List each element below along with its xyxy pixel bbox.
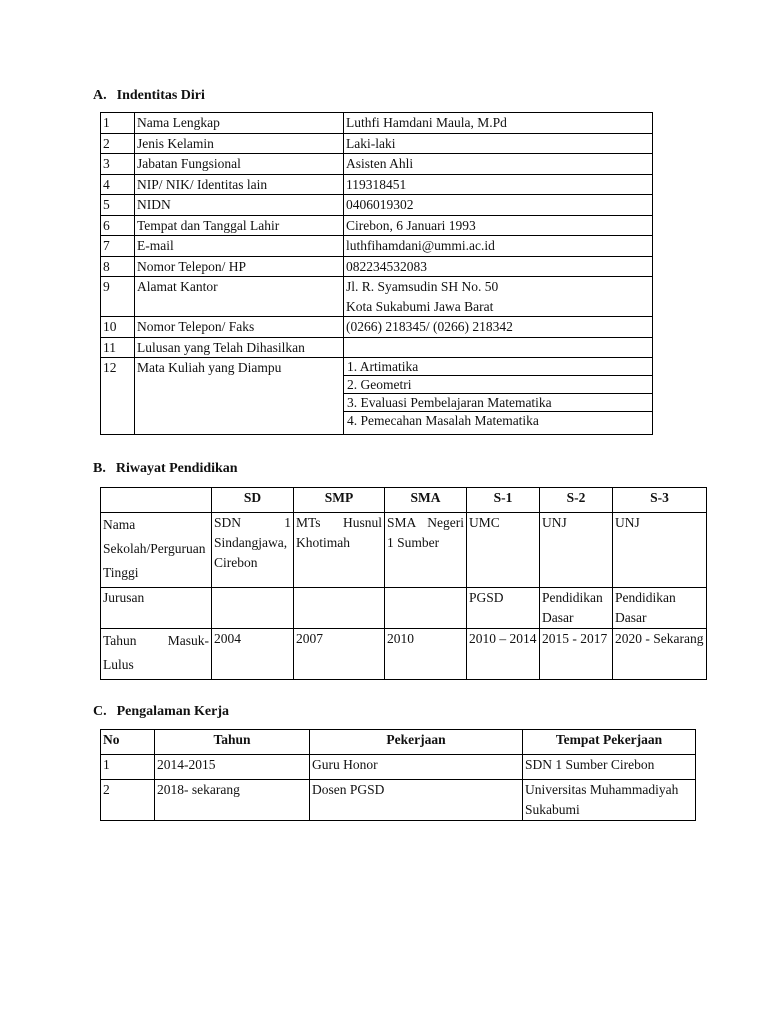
row-number: 1 xyxy=(101,755,155,780)
table-row xyxy=(101,629,707,680)
row-value: 119318451 xyxy=(344,174,653,195)
address-line-1: Jl. R. Syamsudin SH No. 50 xyxy=(346,279,499,294)
table-row xyxy=(101,317,653,338)
table-row xyxy=(101,154,653,175)
row-number: 9 xyxy=(101,277,135,317)
row-number: 11 xyxy=(101,337,135,358)
row-number: 8 xyxy=(101,256,135,277)
row-label: E-mail xyxy=(135,236,344,257)
list-item: 3. Evaluasi Pembelajaran Matematika xyxy=(344,394,652,412)
list-item: 1. Artimatika xyxy=(344,358,652,376)
row-label: NIP/ NIK/ Identitas lain xyxy=(135,174,344,195)
row-label: Alamat Kantor xyxy=(135,277,344,317)
table-cell: SMA Negeri 1 Sumber xyxy=(385,513,467,588)
table-row xyxy=(101,337,653,358)
row-value: Asisten Ahli xyxy=(344,154,653,175)
row-number: 6 xyxy=(101,215,135,236)
section-c-title: Pengalaman Kerja xyxy=(116,704,229,719)
row-value: Cirebon, 6 Januari 1993 xyxy=(344,215,653,236)
row-label: Jenis Kelamin xyxy=(135,133,344,154)
column-header: Tempat Pekerjaan xyxy=(523,730,696,755)
education-table xyxy=(100,487,707,680)
row-number: 1 xyxy=(101,113,135,134)
table-cell: Pendidikan Dasar xyxy=(613,588,707,629)
row-value: 082234532083 xyxy=(344,256,653,277)
table-row xyxy=(101,780,696,821)
row-value: Laki-laki xyxy=(344,133,653,154)
section-c-heading xyxy=(93,704,229,720)
table-row xyxy=(101,113,653,134)
table-row xyxy=(101,174,653,195)
identity-table xyxy=(100,112,653,435)
table-cell: 2010 xyxy=(385,629,467,680)
table-cell: Universitas Muhammadiyah Sukabumi xyxy=(523,780,696,821)
table-row xyxy=(101,513,707,588)
column-header: Pekerjaan xyxy=(310,730,523,755)
row-label: Nama Lengkap xyxy=(135,113,344,134)
table-cell: Dosen PGSD xyxy=(310,780,523,821)
section-b-title: Riwayat Pendidikan xyxy=(115,461,238,476)
column-header xyxy=(101,488,212,513)
table-header-row xyxy=(101,730,696,755)
column-header: No xyxy=(101,730,155,755)
section-c-letter: C. xyxy=(93,704,107,719)
row-value: luthfihamdani@ummi.ac.id xyxy=(344,236,653,257)
row-label: Nomor Telepon/ HP xyxy=(135,256,344,277)
table-cell: 2007 xyxy=(294,629,385,680)
section-b-heading xyxy=(93,461,238,477)
table-row xyxy=(101,755,696,780)
column-header: Tahun xyxy=(155,730,310,755)
section-b-letter: B. xyxy=(93,461,106,476)
table-row xyxy=(101,277,653,317)
work-experience-table xyxy=(100,729,696,821)
row-label: Jurusan xyxy=(101,588,212,629)
column-header: SD xyxy=(212,488,294,513)
section-a-letter: A. xyxy=(93,88,107,103)
row-value: 0406019302 xyxy=(344,195,653,216)
table-cell: UNJ xyxy=(540,513,613,588)
table-cell: 2018- sekarang xyxy=(155,780,310,821)
table-cell: Guru Honor xyxy=(310,755,523,780)
column-header: SMA xyxy=(385,488,467,513)
table-cell: 2004 xyxy=(212,629,294,680)
row-label: Nomor Telepon/ Faks xyxy=(135,317,344,338)
table-cell: Pendidikan Dasar xyxy=(540,588,613,629)
table-cell: 2020 - Sekarang xyxy=(613,629,707,680)
row-number: 2 xyxy=(101,133,135,154)
row-label: Mata Kuliah yang Diampu xyxy=(135,358,344,435)
row-label: Lulusan yang Telah Dihasilkan xyxy=(135,337,344,358)
row-number: 5 xyxy=(101,195,135,216)
row-label: Tempat dan Tanggal Lahir xyxy=(135,215,344,236)
row-number: 12 xyxy=(101,358,135,435)
section-a-heading xyxy=(93,88,205,104)
row-number: 7 xyxy=(101,236,135,257)
table-cell xyxy=(212,588,294,629)
table-cell: 2015 - 2017 xyxy=(540,629,613,680)
row-number: 10 xyxy=(101,317,135,338)
table-cell: PGSD xyxy=(467,588,540,629)
row-value: Luthfi Hamdani Maula, M.Pd xyxy=(344,113,653,134)
row-number: 3 xyxy=(101,154,135,175)
column-header: S-2 xyxy=(540,488,613,513)
column-header: S-3 xyxy=(613,488,707,513)
table-row xyxy=(101,215,653,236)
table-row xyxy=(101,236,653,257)
table-cell: MTs Husnul Khotimah xyxy=(294,513,385,588)
row-value xyxy=(344,358,653,435)
table-row xyxy=(101,256,653,277)
table-cell xyxy=(294,588,385,629)
address-line-2: Kota Sukabumi Jawa Barat xyxy=(346,298,494,314)
row-label: Nama Sekolah/Perguruan Tinggi xyxy=(101,513,212,588)
row-label: NIDN xyxy=(135,195,344,216)
table-cell: 2014-2015 xyxy=(155,755,310,780)
list-item: 2. Geometri xyxy=(344,376,652,394)
table-cell: SDN 1 Sindangjawa, Cirebon xyxy=(212,513,294,588)
table-cell xyxy=(385,588,467,629)
table-row xyxy=(101,195,653,216)
column-header: SMP xyxy=(294,488,385,513)
course-list xyxy=(344,358,652,429)
table-cell: 2010 – 2014 xyxy=(467,629,540,680)
list-item: 4. Pemecahan Masalah Matematika xyxy=(347,413,539,428)
table-header-row xyxy=(101,488,707,513)
table-cell: UNJ xyxy=(613,513,707,588)
row-number: 2 xyxy=(101,780,155,821)
table-row xyxy=(101,358,653,435)
row-number: 4 xyxy=(101,174,135,195)
row-value: (0266) 218345/ (0266) 218342 xyxy=(344,317,653,338)
row-label: Jabatan Fungsional xyxy=(135,154,344,175)
table-row xyxy=(101,133,653,154)
row-value xyxy=(344,277,653,317)
row-value xyxy=(344,337,653,358)
section-a-title: Indentitas Diri xyxy=(116,88,205,103)
table-cell: UMC xyxy=(467,513,540,588)
row-label: Tahun Masuk-Lulus xyxy=(101,629,212,680)
column-header: S-1 xyxy=(467,488,540,513)
table-row xyxy=(101,588,707,629)
table-cell: SDN 1 Sumber Cirebon xyxy=(523,755,696,780)
